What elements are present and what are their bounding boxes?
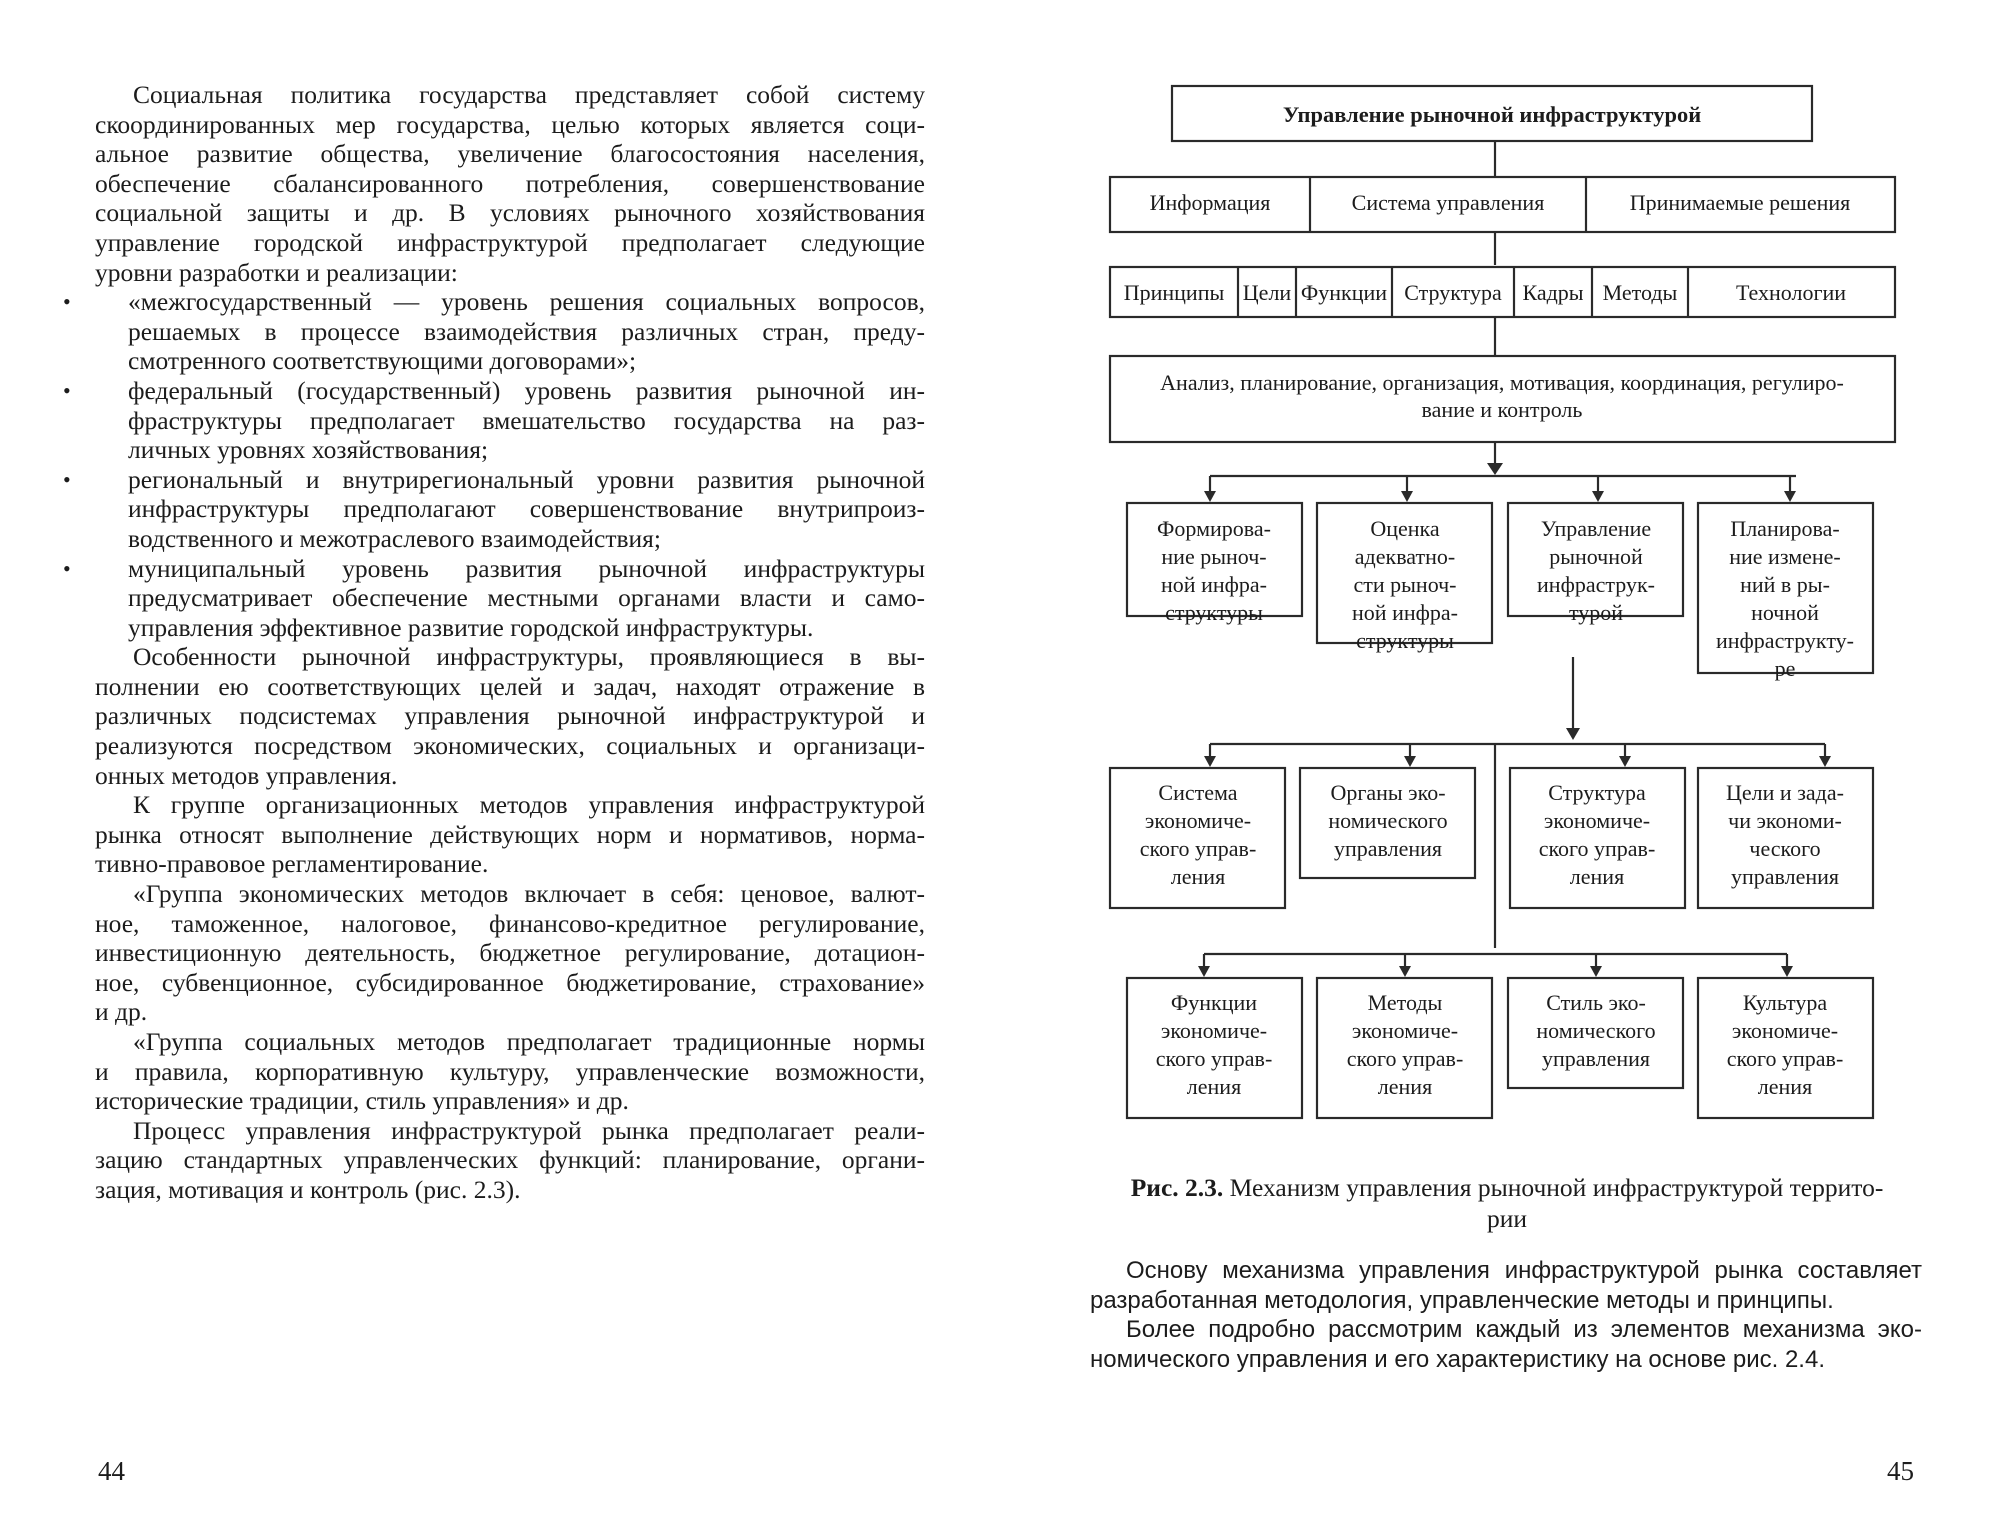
arrow-icon bbox=[1819, 756, 1831, 767]
row5-line: структуры bbox=[1356, 628, 1454, 653]
row7-box bbox=[1508, 978, 1683, 1088]
text-line: альное развитие общества, увеличение благосостояния населения, bbox=[95, 139, 925, 169]
text-line: Процесс управления инфраструктурой рынка предполагает реали- bbox=[133, 1115, 925, 1145]
page-number: 44 bbox=[98, 1456, 125, 1486]
row5-line: ной инфра- bbox=[1161, 572, 1267, 597]
bullet-item-line bbox=[63, 464, 925, 495]
row6-line: ского управ- bbox=[1139, 836, 1257, 861]
text-line: «Группа социальных методов предполагает традиционные нормы bbox=[133, 1027, 925, 1056]
row7-line: ского управ- bbox=[1726, 1046, 1844, 1071]
row3-item: Структура bbox=[1404, 280, 1502, 305]
row7-line: Стиль эко- bbox=[1546, 990, 1646, 1015]
bullet-item-line bbox=[63, 287, 925, 317]
text-line: реализуются посредством экономических, социальных и организаци- bbox=[95, 731, 925, 761]
text-line: управление городской инфраструктурой предполагает следующие bbox=[95, 227, 925, 257]
text-line: разработанная методология, управленческие методы и принципы. bbox=[1090, 1286, 1834, 1314]
arrow-icon bbox=[1619, 756, 1631, 767]
row7-line: Методы bbox=[1367, 990, 1443, 1015]
text-line: личных уровнях хозяйствования; bbox=[128, 435, 489, 465]
row2-item: Информация bbox=[1149, 190, 1271, 215]
mechanism-diagram bbox=[1100, 80, 1920, 1140]
row7-line: ления bbox=[1757, 1074, 1813, 1099]
row7-line: экономиче- bbox=[1351, 1018, 1459, 1043]
text-line: Более подробно рассмотрим каждый из элементов механизма эко- bbox=[1126, 1316, 1922, 1343]
row5-line: турой bbox=[1568, 600, 1624, 625]
arrow-icon bbox=[1404, 756, 1416, 767]
row5-box bbox=[1508, 503, 1683, 625]
row5-line: рыночной bbox=[1549, 544, 1643, 569]
row3-item: Кадры bbox=[1522, 280, 1584, 305]
row6-line: экономиче- bbox=[1543, 808, 1651, 833]
analysis-line: Анализ, планирование, организация, мотивация, координация, регулиро- bbox=[1160, 370, 1844, 395]
text-line: ное, субвенционное, субсидированное бюджетирование, страхование» bbox=[95, 967, 925, 997]
row6-line: управления bbox=[1333, 836, 1443, 861]
figure-label: Рис. 2.3. bbox=[1130, 1173, 1224, 1202]
row5-line: структуры bbox=[1165, 600, 1263, 625]
text-line: Социальная политика государства представляет собой систему bbox=[133, 80, 925, 109]
row3-item: Цели bbox=[1242, 280, 1292, 305]
row6-box bbox=[1300, 768, 1475, 878]
bullet-text: «межгосударственный — уровень решения социальных вопросов, bbox=[128, 287, 925, 317]
text-line: онных методов управления. bbox=[95, 760, 398, 790]
bullet-icon: • bbox=[63, 466, 71, 492]
row6-line: ления bbox=[1569, 864, 1625, 889]
page-number: 45 bbox=[1887, 1456, 1914, 1486]
row5-line: Управление bbox=[1540, 516, 1652, 541]
row6-line: чи экономи- bbox=[1728, 808, 1842, 833]
row6-box bbox=[1698, 768, 1873, 908]
row5-line: адекватно- bbox=[1354, 544, 1456, 569]
bullet-text: муниципальный уровень развития рыночной инфраструктуры bbox=[128, 553, 925, 583]
arrow-icon bbox=[1566, 728, 1580, 740]
diagram-title-box bbox=[1172, 86, 1812, 141]
figure-caption-text-end: рии bbox=[1486, 1204, 1528, 1233]
row5-line: сти рыноч- bbox=[1353, 572, 1457, 597]
text-line: решаемых в процессе взаимодействия различных стран, преду- bbox=[128, 316, 925, 346]
row5-box bbox=[1698, 503, 1873, 681]
row7-line: Культура bbox=[1742, 990, 1828, 1015]
row5-line: Оценка bbox=[1370, 516, 1440, 541]
arrow-icon bbox=[1487, 463, 1503, 475]
right-page bbox=[1000, 0, 2000, 1528]
row5-line: ний в ры- bbox=[1740, 572, 1830, 597]
row6-line: ления bbox=[1170, 864, 1226, 889]
row6-line: ского управ- bbox=[1538, 836, 1656, 861]
text-line: ное, таможенное, налоговое, финансово-кредитное регулирование, bbox=[95, 908, 925, 938]
bullet-icon: • bbox=[63, 289, 71, 315]
text-line: управления эффективное развитие городской инфраструктуры. bbox=[128, 612, 814, 642]
text-line: полнении ею соответствующих целей и задач, находят отражение в bbox=[95, 671, 925, 701]
row7-line: ления bbox=[1186, 1074, 1242, 1099]
row5-line: Формирова- bbox=[1157, 516, 1271, 541]
row7-line: экономиче- bbox=[1160, 1018, 1268, 1043]
text-line: различных подсистемах управления рыночной инфраструктурой и bbox=[95, 701, 925, 731]
row5-box bbox=[1317, 503, 1492, 653]
row7-line: номического bbox=[1536, 1018, 1656, 1043]
row7-line: ского управ- bbox=[1155, 1046, 1273, 1071]
arrow-icon bbox=[1204, 491, 1216, 502]
bullet-item-line bbox=[63, 375, 925, 406]
bullet-text: региональный и внутрирегиональный уровни развития рыночной bbox=[128, 464, 925, 494]
text-line: Особенности рыночной инфраструктуры, проявляющиеся в вы- bbox=[133, 642, 925, 672]
text-line: зацию стандартных управленческих функций: планирование, органи- bbox=[95, 1145, 925, 1175]
row2-item: Принимаемые решения bbox=[1629, 190, 1851, 215]
arrow-icon bbox=[1590, 966, 1602, 977]
row6-line: Система bbox=[1158, 780, 1238, 805]
arrow-icon bbox=[1399, 966, 1411, 977]
arrow-icon bbox=[1784, 491, 1796, 502]
right-page-text bbox=[1090, 1256, 1922, 1374]
row6-line: Структура bbox=[1548, 780, 1646, 805]
row7-box bbox=[1698, 978, 1873, 1118]
row2-item: Система управления bbox=[1351, 190, 1545, 215]
text-line: инвестиционную деятельность, бюджетное регулирование, дотацион- bbox=[95, 938, 925, 968]
row3-item: Функции bbox=[1300, 280, 1388, 305]
row-info-system-decisions bbox=[1110, 177, 1895, 232]
arrow-icon bbox=[1204, 756, 1216, 767]
bullet-icon: • bbox=[63, 377, 71, 403]
text-line: «Группа экономических методов включает в себя: ценовое, валют- bbox=[133, 879, 925, 909]
row7-line: Функции bbox=[1170, 990, 1258, 1015]
row7-line: экономиче- bbox=[1731, 1018, 1839, 1043]
row6-line: экономиче- bbox=[1144, 808, 1252, 833]
row5-line: инфраструк- bbox=[1537, 572, 1655, 597]
row5-line: ной инфра- bbox=[1352, 600, 1458, 625]
text-line: фраструктуры предполагает вмешательство государства на раз- bbox=[128, 405, 925, 435]
row7-line: ления bbox=[1377, 1074, 1433, 1099]
text-line: рынка относят выполнение действующих норм и нормативов, норма- bbox=[95, 819, 925, 849]
analysis-line: вание и контроль bbox=[1421, 397, 1583, 422]
row5-line: инфраструкту- bbox=[1716, 628, 1854, 653]
analysis-box bbox=[1110, 356, 1895, 442]
row5-line: ние рыноч- bbox=[1161, 544, 1267, 569]
row5-line: ре bbox=[1774, 656, 1796, 681]
row6-line: номического bbox=[1328, 808, 1448, 833]
row5-line: ночной bbox=[1751, 600, 1819, 625]
row6-box bbox=[1510, 768, 1685, 908]
row-principles bbox=[1110, 267, 1895, 317]
row7-line: управления bbox=[1541, 1046, 1651, 1071]
figure-caption bbox=[1092, 1172, 1922, 1234]
row3-item: Технологии bbox=[1735, 280, 1847, 305]
figure-caption-text: Механизм управления рыночной инфраструктурой террито- bbox=[1229, 1173, 1884, 1202]
text-line: Основу механизма управления инфраструктурой рынка составляет bbox=[1126, 1257, 1922, 1284]
text-line: зация, мотивация и контроль (рис. 2.3). bbox=[95, 1174, 521, 1204]
row7-box bbox=[1127, 978, 1302, 1118]
bullet-item-line bbox=[63, 553, 925, 584]
text-line: тивно-правовое регламентирование. bbox=[95, 849, 489, 879]
text-line: и правила, корпоративную культуру, управленческие возможности, bbox=[95, 1056, 925, 1086]
row5-line: ние измене- bbox=[1729, 544, 1841, 569]
row6-box bbox=[1110, 768, 1285, 908]
row6-line: Органы эко- bbox=[1330, 780, 1446, 805]
text-line: исторические традиции, стиль управления» и др. bbox=[95, 1086, 629, 1116]
text-line: уровни разработки и реализации: bbox=[95, 257, 458, 287]
bullet-text: федеральный (государственный) уровень развития рыночной ин- bbox=[128, 375, 925, 405]
text-line: К группе организационных методов управления инфраструктурой bbox=[133, 790, 925, 820]
arrow-icon bbox=[1781, 966, 1793, 977]
row6-line: ческого bbox=[1749, 836, 1821, 861]
text-line: и др. bbox=[95, 997, 148, 1027]
text-line: водственного и межотраслевого взаимодействия; bbox=[128, 523, 661, 553]
text-line: обеспечение сбалансированного потребления, совершенствование bbox=[95, 168, 925, 198]
row7-line: ского управ- bbox=[1346, 1046, 1464, 1071]
text-line: смотренного соответствующими договорами»; bbox=[128, 346, 637, 376]
arrow-icon bbox=[1401, 491, 1413, 502]
text-line: скоординированных мер государства, целью которых является соци- bbox=[95, 109, 925, 139]
text-line: номического управления и его характеристику на основе рис. 2.4. bbox=[1090, 1345, 1825, 1373]
row5-box bbox=[1127, 503, 1302, 625]
row6-line: Цели и зада- bbox=[1726, 780, 1844, 805]
row6-line: управления bbox=[1730, 864, 1840, 889]
text-line: инфраструктуры предполагают совершенствование внутрипроиз- bbox=[128, 494, 925, 524]
row3-item: Принципы bbox=[1123, 280, 1225, 305]
row7-box bbox=[1317, 978, 1492, 1118]
bullet-icon: • bbox=[63, 555, 71, 581]
text-line: предусматривает обеспечение местными органами власти и само- bbox=[128, 583, 925, 613]
diagram-title: Управление рыночной инфраструктурой bbox=[1282, 102, 1702, 127]
arrow-icon bbox=[1592, 491, 1604, 502]
text-line: социальной защиты и др. В условиях рыночного хозяйствования bbox=[95, 198, 925, 228]
row3-item: Методы bbox=[1602, 280, 1678, 305]
arrow-icon bbox=[1198, 966, 1210, 977]
row5-line: Планирова- bbox=[1730, 516, 1840, 541]
left-page-text bbox=[63, 80, 925, 1205]
